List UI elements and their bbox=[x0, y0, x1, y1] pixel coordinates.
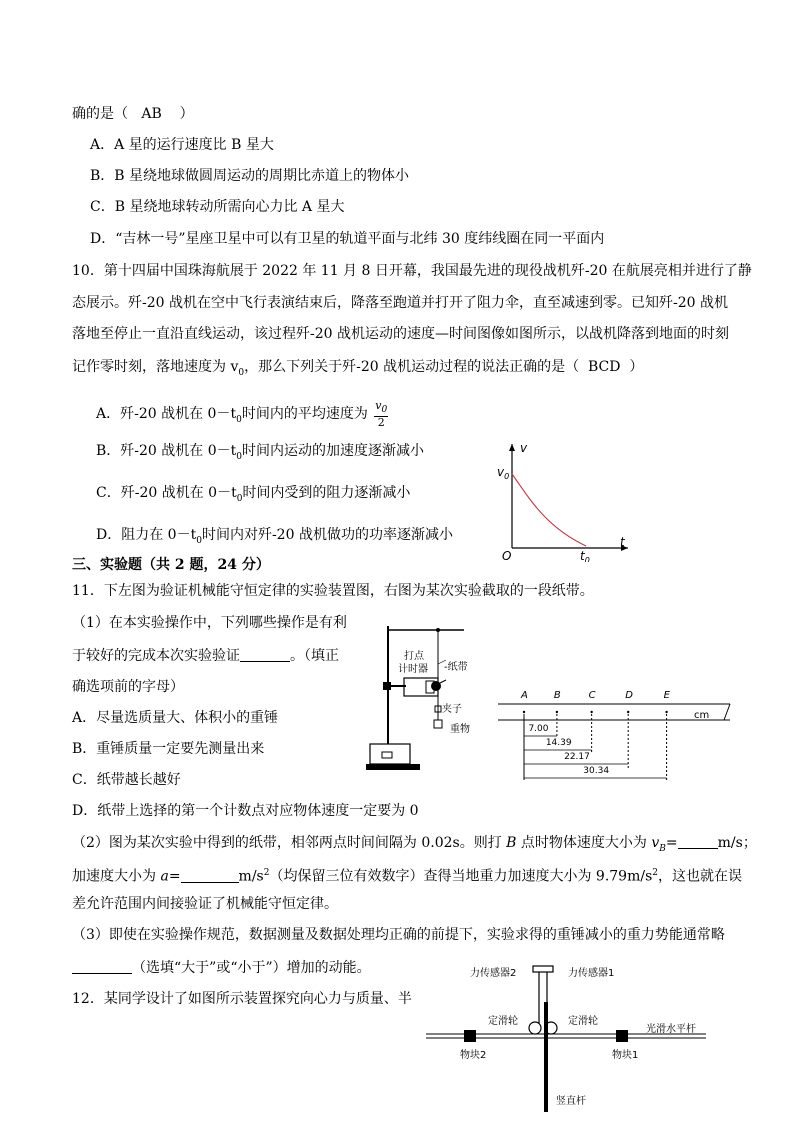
q11-p2-line1: （2）图为某次实验中得到的纸带，相邻两点时间间隔为 0.02s。则打 B 点时物体速度大小为 $v_B= m/s$； bbox=[72, 835, 757, 854]
tape-point-label: E bbox=[663, 690, 670, 701]
q9-option-d: D．“吉林一号”星座卫星中可以有卫星的轨道平面与北纬 30 度纬线圈在同一平面内 bbox=[90, 231, 605, 247]
vertical-rod-label: 竖直杆 bbox=[556, 1096, 586, 1107]
centripetal-figure bbox=[426, 962, 716, 1112]
q10-line3: 落地至停止一直沿直线运动，该过程歼-20 战机运动的速度—时间图像如图所示，以战机降落到地面的时刻 bbox=[72, 326, 729, 342]
q10-line1: 10．第十四届中国珠海航展于 2022 年 11 月 8 日开幕，我国最先进的现役战机歼-20 在航展亮相并进行了静 bbox=[72, 263, 752, 279]
tape-label: -纸带 bbox=[444, 662, 468, 673]
q11-intro: 11．下左图为验证机械能守恒定律的实验装置图，右图为某次实验截取的一段纸带。 bbox=[72, 583, 594, 599]
origin-label: O bbox=[502, 549, 512, 562]
v-axis-label: v bbox=[520, 441, 528, 455]
pulley-right-label: 定滑轮 bbox=[568, 1016, 598, 1027]
tape-point bbox=[665, 711, 667, 713]
q10-option-d: D．阻力在 $0-t_0$时间内对歼-20 战机做功的功率逐渐减小 bbox=[96, 527, 453, 546]
tape-point-label: B bbox=[553, 690, 561, 701]
tape-point bbox=[556, 711, 558, 713]
tape-point bbox=[523, 711, 525, 713]
q11-p1-line2: 于较好的完成本次实验验证 。（填正 bbox=[72, 648, 339, 664]
q11-option-d: D．纸带上选择的第一个计数点对应物体速度一定要为 0 bbox=[72, 803, 419, 819]
v0-label: $v_0$ bbox=[497, 465, 510, 481]
tape-point-label: A bbox=[521, 690, 528, 701]
tape-unit: cm bbox=[694, 710, 710, 721]
q10-option-c: C．歼-20 战机在 $0-t_0$时间内受到的阻力逐渐减小 bbox=[96, 485, 411, 504]
clip-label: 夹子 bbox=[442, 704, 462, 715]
answer-blank[interactable] bbox=[240, 647, 290, 662]
block2-label: 物块2 bbox=[460, 1050, 487, 1061]
q11-p2-line2: 加速度大小为 $a= m/s^2$（均保留三位有效数字）查得当地重力加速度大小为 $9.79m/s^2$，这也就在误 bbox=[72, 868, 743, 885]
vb-blank[interactable] bbox=[678, 834, 718, 849]
q10-option-b: B．歼-20 战机在 $0-t_0$时间内运动的加速度逐渐减小 bbox=[96, 443, 425, 462]
a-blank[interactable] bbox=[181, 868, 239, 883]
sensor1-label: 力传感器1 bbox=[568, 968, 615, 979]
tape-distance-label: 22.17 bbox=[564, 752, 590, 762]
tape-point-label: D bbox=[625, 690, 633, 701]
q10-line4: 记作零时刻，落地速度为 $v_0$，那么下列关于歼-20 战机运动过程的说法正确的是（ BCD ） bbox=[72, 359, 644, 378]
q9-option-a: A．A 星的运行速度比 B 星大 bbox=[90, 137, 274, 153]
pulley-left-label: 定滑轮 bbox=[488, 1016, 518, 1027]
timer-label-2: 计时器 bbox=[398, 664, 428, 675]
q9-option-b: B．B 星绕地球做圆周运动的周期比赤道上的物体小 bbox=[90, 168, 410, 184]
q9-answer: AB bbox=[141, 106, 162, 122]
tape-point bbox=[627, 711, 629, 713]
q11-p1-line1: （1）在本实验操作中，下列哪些操作是有利 bbox=[72, 615, 347, 631]
weight-label: 重物 bbox=[450, 724, 470, 735]
timer-label-1: 打点 bbox=[404, 651, 424, 662]
tape-distance-label: 14.39 bbox=[545, 738, 572, 748]
p3-blank[interactable] bbox=[72, 959, 132, 974]
q11-option-c: C．纸带越长越好 bbox=[72, 772, 181, 788]
q11-p2-line3: 差允许范围内间接验证了机械能守恒定律。 bbox=[72, 896, 338, 912]
block1-label: 物块1 bbox=[612, 1050, 639, 1061]
tape-distance-label: 7.00 bbox=[528, 724, 549, 734]
q9-stem-tail: 确的是（ AB ） bbox=[72, 106, 194, 122]
q11-p3-line1: （3）即使在实验操作规范，数据测量及数据处理均正确的前提下，实验求得的重锤减小的重力势能通常略 bbox=[72, 927, 725, 943]
vt-graph bbox=[494, 438, 634, 562]
section-title: 三、实验题（共 2 题，24 分） bbox=[72, 557, 270, 573]
sensor2-label: 力传感器2 bbox=[470, 968, 517, 979]
tape-figure bbox=[498, 696, 734, 780]
t0-label: $t_0$ bbox=[580, 549, 590, 562]
q12-intro: 12．某同学设计了如图所示装置探究向心力与质量、半 bbox=[72, 991, 412, 1007]
q10-answer: BCD bbox=[588, 359, 621, 375]
q9-option-c: C．B 星绕地球转动所需向心力比 A 星大 bbox=[90, 199, 345, 215]
q10-line2: 态展示。歼-20 战机在空中飞行表演结束后，降落至跑道并打开了阻力伞，直至减速到零。已知歼-20 战机 bbox=[72, 295, 728, 311]
rod-label: 光滑水平杆 bbox=[646, 1024, 696, 1035]
q11-option-b: B．重锤质量一定要先测量出来 bbox=[72, 741, 265, 757]
q11-p1-line3: 确选项前的字母） bbox=[72, 679, 184, 695]
q11-p3-line2: （选填“大于”或“小于”）增加的动能。 bbox=[72, 959, 371, 977]
q10-option-a: A．歼-20 战机在 $0-t_0$时间内的平均速度为 $\frac{v_0}{2}$ bbox=[96, 399, 388, 430]
tape-point bbox=[590, 711, 592, 713]
tape-point-label: C bbox=[588, 690, 596, 701]
q11-option-a: A．尽量选质量大、体积小的重锤 bbox=[72, 710, 279, 726]
t-axis-label: t bbox=[620, 535, 625, 549]
fraction-v0-over-2: $\frac{v_0}{2}$ bbox=[375, 399, 388, 430]
tape-distance-label: 30.34 bbox=[583, 766, 610, 776]
